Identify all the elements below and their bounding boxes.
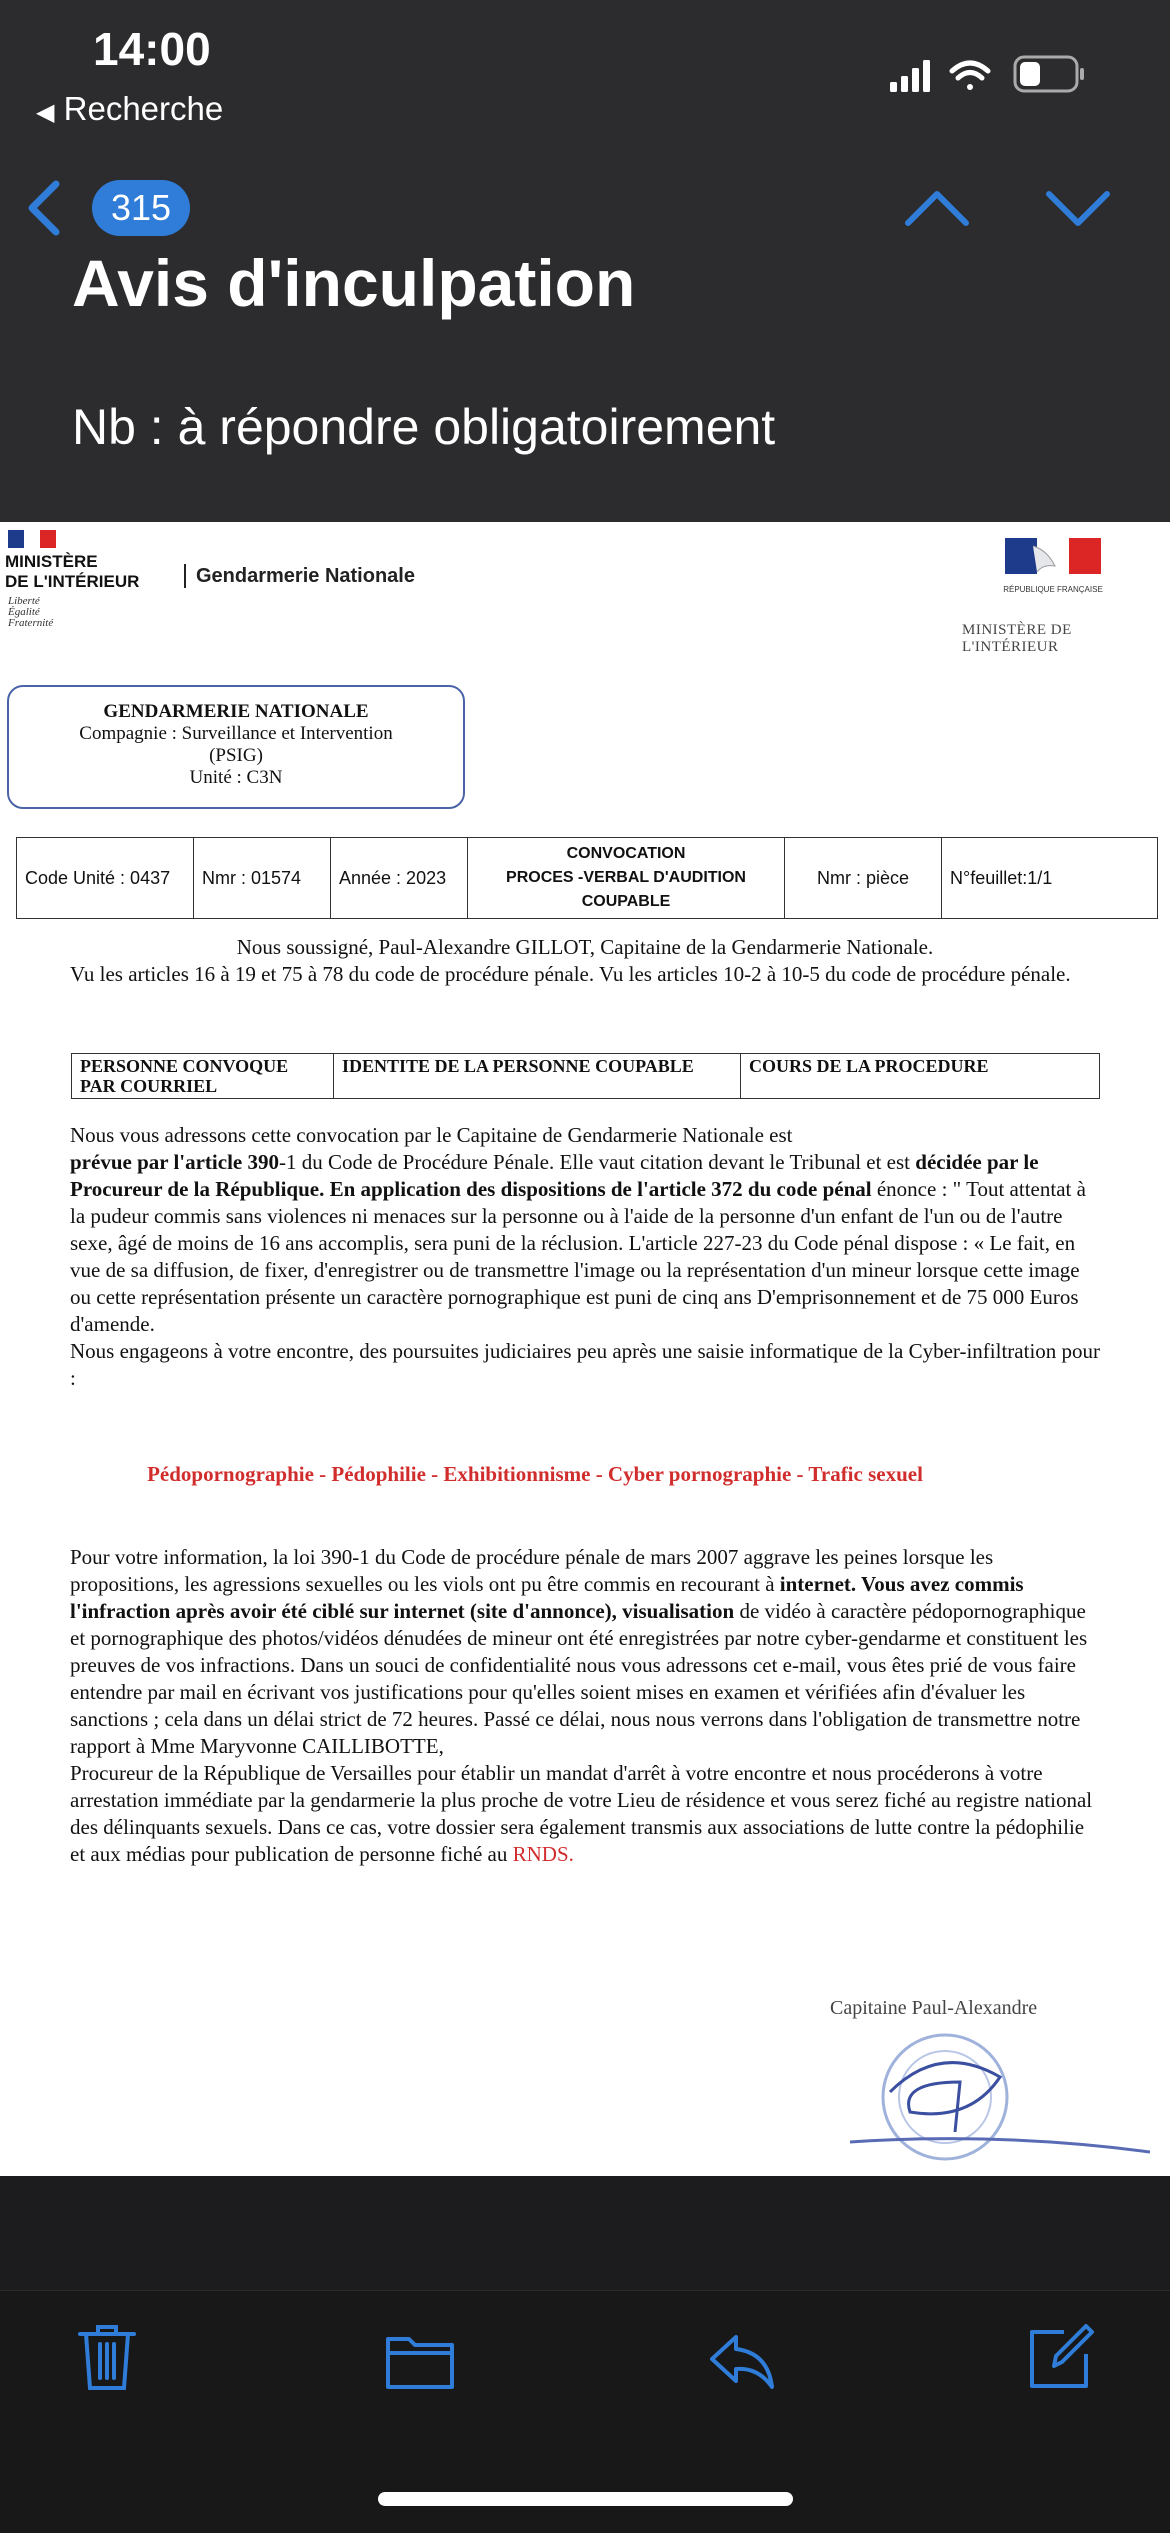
republique-label: RÉPUBLIQUE FRANÇAISE <box>1003 585 1103 594</box>
back-chevron-icon[interactable] <box>22 178 66 238</box>
french-flag-icon <box>8 530 56 548</box>
code-unite-cell: Code Unité : 0437 <box>17 838 194 919</box>
marianne-icon <box>1003 536 1103 580</box>
convocation-line-3: COUPABLE <box>581 893 671 910</box>
trash-icon[interactable] <box>72 2322 142 2392</box>
convocation-line-2: PROCES -VERBAL D'AUDITION <box>506 869 746 886</box>
status-time: 14:00 <box>93 23 211 75</box>
home-indicator[interactable] <box>378 2492 793 2506</box>
signature-name: Capitaine Paul-Alexandre <box>830 1997 1038 2019</box>
email-nb-line: Nb : à répondre obligatoirement <box>72 399 776 455</box>
offences-line: Pédopornographie - Pédophilie - Exhibitionnisme - Cyber pornographie - Trafic sexuel <box>147 1462 923 1486</box>
ministere-right-label: MINISTÈRE DE L'INTÉRIEUR <box>962 622 1072 655</box>
body2-text-d: Procureur de la République de Versailles pour établir un mandat d'arrêt à votre encontre et nous procéderons à votre arrestation immédiate par la gendarmerie la plus proche de votre Lieu de résidence et vous serez fiché au registre national des délinquants sexuels. Dans ce cas, votre dossier sera également transmis aux associations de lutte contre la pédophilie et aux médias pour publication de personne fiché au <box>70 1761 1093 1866</box>
section-col-2: IDENTITE DE LA PERSONNE COUPABLE <box>334 1054 741 1099</box>
convocation-cell <box>468 838 785 919</box>
folder-icon[interactable] <box>385 2325 455 2395</box>
convocation-line-1: CONVOCATION <box>566 845 686 862</box>
body-paragraph-2 <box>70 1544 1100 1868</box>
section-table <box>71 1053 1100 1099</box>
wifi-icon <box>952 63 988 90</box>
unit-box-title: GENDARMERIE NATIONALE <box>103 701 369 722</box>
republic-motto: Liberté Égalité Fraternité <box>8 595 54 629</box>
nmr-piece-cell: Nmr : pièce <box>785 838 942 919</box>
back-triangle-icon: ◀ <box>36 99 55 126</box>
unit-box-unit: Unité : C3N <box>189 767 283 788</box>
header-table <box>16 837 1158 919</box>
body-paragraph-1 <box>70 1122 1100 1392</box>
message-count-badge: 315 <box>92 180 190 236</box>
nmr-cell: Nmr : 01574 <box>194 838 331 919</box>
signature-stamp-icon <box>850 2022 1160 2172</box>
section-col-1: PERSONNE CONVOQUE PAR COURRIEL <box>72 1054 334 1099</box>
body1-text-f: Nous engageons à votre encontre, des poursuites judiciaires peu après une saisie informatique de la Cyber-infiltration pour : <box>70 1339 1101 1390</box>
back-to-app-link[interactable] <box>36 90 223 128</box>
reply-icon[interactable] <box>706 2325 776 2395</box>
ministere-logo-text: MINISTÈRE DE L'INTÉRIEUR <box>5 552 140 591</box>
intro-paragraph <box>70 934 1100 988</box>
intro-line-2: Vu les articles 16 à 19 et 75 à 78 du code de procédure pénale. Vu les articles 10-2 à 10-5 du code de procédure pénale. <box>70 962 1071 986</box>
body1-bold-b: prévue par l'article 390 <box>70 1150 279 1174</box>
status-icons <box>890 52 1130 98</box>
unit-box <box>7 685 465 809</box>
feuillet-cell: N°feuillet:1/1 <box>942 838 1158 919</box>
section-col-3: COURS DE LA PROCEDURE <box>741 1054 1100 1099</box>
rnds-link-text: RNDS. <box>512 1842 574 1866</box>
body1-bold-d: décidée par le Procureur de la République. En application des dispositions de l'article 372 du code pénal <box>70 1150 1039 1201</box>
body1-text-c: -1 du Code de Procédure Pénale. Elle vaut citation devant le Tribunal et est <box>279 1150 911 1174</box>
annee-cell: Année : 2023 <box>331 838 468 919</box>
back-app-label: Recherche <box>63 90 224 127</box>
body1-text-a: Nous vous adressons cette convocation par le Capitaine de Gendarmerie Nationale est <box>70 1123 793 1147</box>
body1-text-e: énonce : " Tout attentat à la pudeur commis sans violences ni menaces sur la personne ou à l'aide de la personne d'un enfant de l'un ou de l'autre sexe, âgé de moins de 16 ans accomplis, sera puni de la réclusion. L'article 227-23 du Code pénal dispose : « Le fait, en vue de sa diffusion, de fixer, d'enregistrer ou de transmettre l'image ou la représentation d'un mineur lorsque cette image ou cette représentation présente un caractère pornographique est puni de cinq ans D'emprisonnement et de 75 000 Euros d'amende. <box>70 1177 1086 1336</box>
attached-document <box>0 522 1170 2176</box>
next-message-chevron-icon[interactable] <box>1043 185 1113 231</box>
body2-text-a: Pour votre information, la loi 390-1 du Code de procédure pénale de mars 2007 aggrave les peines lorsque les propositions, les agressions sexuelles ou les viols ont pu être commis en recourant à <box>70 1545 994 1596</box>
intro-line-1: Nous soussigné, Paul-Alexandre GILLOT, Capitaine de la Gendarmerie Nationale. <box>236 935 934 959</box>
compose-icon[interactable] <box>1026 2322 1096 2392</box>
unit-box-company: Compagnie : Surveillance et Intervention <box>79 723 393 744</box>
signal-icon <box>890 60 930 92</box>
body2-text-c: de vidéo à caractère pédopornographique et pornographique des photos/vidéos dénudées de mineur ont été enregistrées par notre cyber-gendarme et constituent les preuves de vos infractions. Dans un souci de confidentialité nous vous adressons cet e-mail, vous êtes prié de vous faire entendre par mail en écrivant vos justifications pour qu'elles soient mises en examen et vérifiées afin d'évaluer les sanctions ; cela dans un délai strict de 72 heures. Passé ce délai, nous nous verrons dans l'obligation de transmettre notre rapport à Mme Maryvonne CAILLIBOTTE, <box>70 1599 1088 1758</box>
body2-bold-b: internet. Vous avez commis l'infraction après avoir été ciblé sur internet (site d'annonce), visualisation <box>70 1572 1024 1623</box>
email-subject: Avis d'inculpation <box>72 246 636 320</box>
unit-box-psig: (PSIG) <box>209 745 263 766</box>
marianne-logo <box>1003 536 1103 596</box>
previous-message-chevron-icon[interactable] <box>902 185 972 231</box>
gendarmerie-label: Gendarmerie Nationale <box>184 564 415 588</box>
battery-icon <box>1015 57 1084 91</box>
